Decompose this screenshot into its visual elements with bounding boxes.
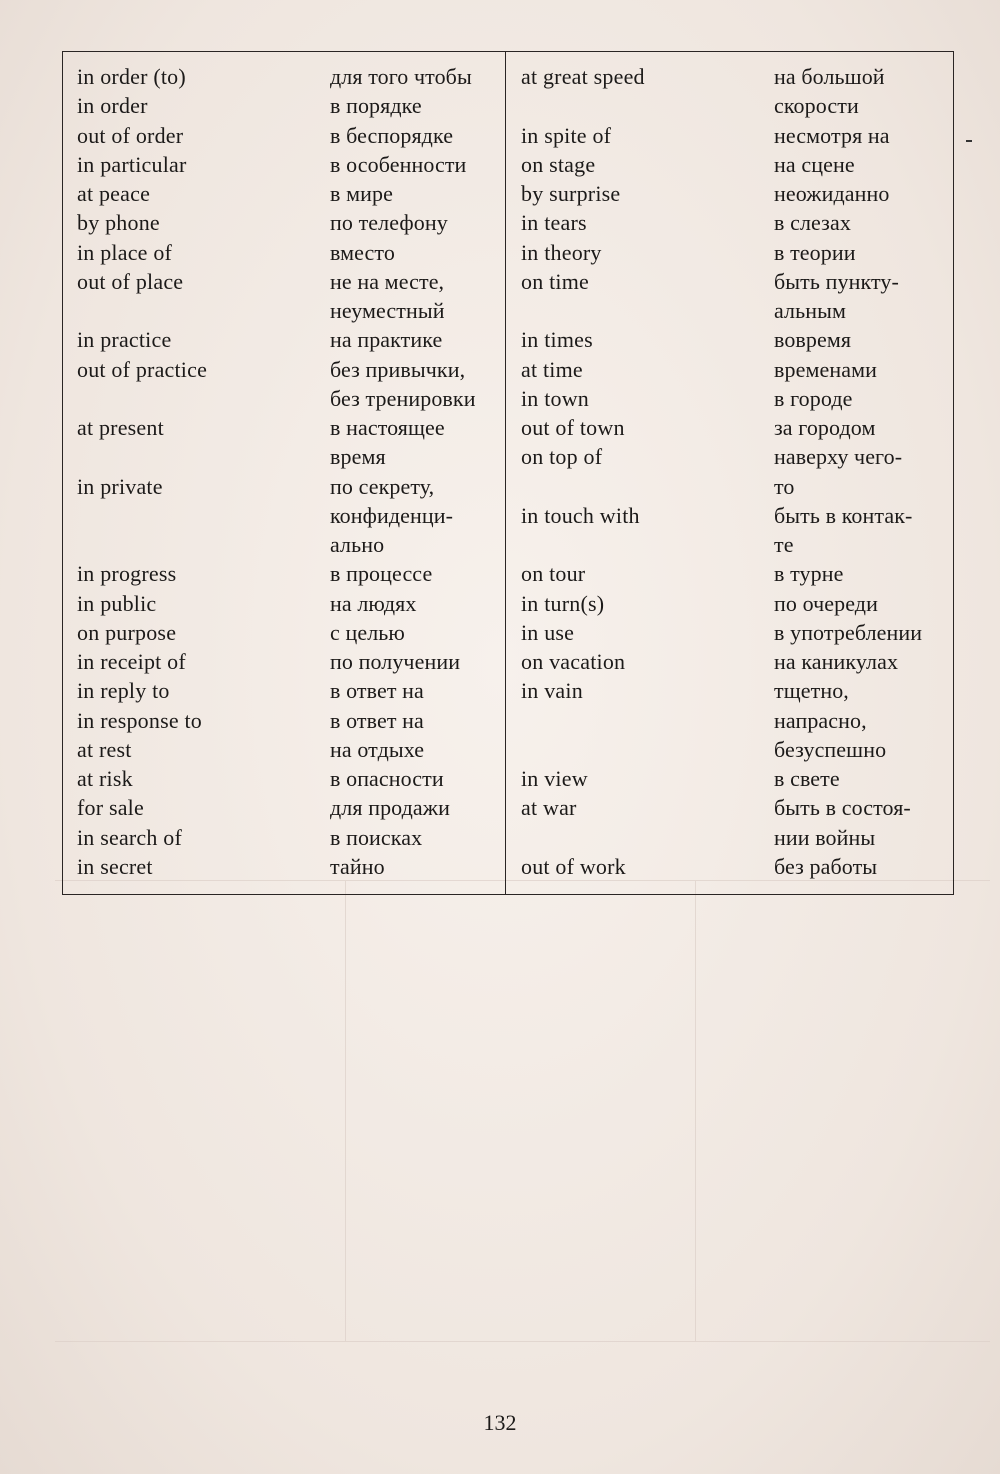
right-phrase-ru: то bbox=[774, 473, 795, 499]
right-phrase-en: in vain bbox=[521, 678, 583, 704]
left-phrase-en: in place of bbox=[77, 239, 173, 265]
left-phrase-ru: с целью bbox=[330, 619, 405, 645]
left-phrase-en: in order (to) bbox=[77, 64, 186, 89]
left-phrase-en: in public bbox=[77, 590, 157, 616]
right-phrase-en: in tears bbox=[521, 210, 587, 236]
right-phrase-ru: в турне bbox=[774, 561, 844, 587]
left-phrase-en: at risk bbox=[77, 766, 133, 791]
right-phrase-ru: альным bbox=[774, 298, 847, 323]
left-phrase-ru: по секрету, bbox=[330, 473, 435, 499]
margin-mark bbox=[966, 140, 972, 142]
left-phrase-ru: на отдыхе bbox=[330, 736, 425, 762]
left-phrase-en: out of place bbox=[77, 268, 184, 294]
left-phrase-ru: по телефону bbox=[330, 210, 448, 236]
right-phrase-en: on vacation bbox=[521, 649, 626, 674]
left-phrase-ru: в мире bbox=[330, 181, 393, 206]
right-phrase-en: in touch with bbox=[521, 502, 640, 528]
right-phrase-en: in turn(s) bbox=[521, 590, 605, 616]
right-phrase-en: at time bbox=[521, 356, 583, 382]
right-phrase-ru: на сцене bbox=[774, 151, 855, 177]
left-phrase-ru: без тренировки bbox=[330, 385, 476, 411]
right-phrase-ru: тщетно, bbox=[774, 678, 849, 704]
right-phrase-ru: те bbox=[774, 532, 794, 557]
right-phrase-en: on stage bbox=[521, 151, 596, 177]
left-phrase-en: in particular bbox=[77, 151, 187, 177]
left-phrase-en: at present bbox=[77, 415, 164, 440]
left-phrase-ru: на практике bbox=[330, 327, 443, 353]
right-phrase-ru: вовремя bbox=[774, 327, 852, 353]
left-phrase-ru: без привычки, bbox=[330, 356, 466, 382]
right-phrase-ru: в теории bbox=[774, 239, 856, 265]
left-phrase-ru: в процессе bbox=[330, 561, 433, 587]
bleed-through-table bbox=[55, 880, 990, 1342]
left-phrase-ru: по получении bbox=[330, 649, 461, 674]
right-phrase-ru: в городе bbox=[774, 385, 853, 411]
right-phrase-ru: скорости bbox=[774, 93, 859, 119]
left-phrase-en: in search of bbox=[77, 824, 183, 850]
left-phrase-ru: вместо bbox=[330, 239, 395, 265]
right-phrase-ru: по очереди bbox=[774, 590, 878, 616]
right-phrase-en: at war bbox=[521, 795, 577, 821]
right-phrase-ru: несмотря на bbox=[774, 122, 890, 148]
left-phrase-en: on purpose bbox=[77, 619, 177, 645]
right-phrase-ru: временами bbox=[774, 356, 877, 382]
left-phrase-ru: в особенности bbox=[330, 151, 467, 177]
right-phrase-ru: за городом bbox=[774, 415, 876, 440]
right-phrase-ru: на каникулах bbox=[774, 649, 899, 674]
left-phrase-ru: в опасности bbox=[330, 766, 444, 791]
right-phrase-en: on time bbox=[521, 268, 590, 294]
right-phrase-ru: быть в состоя- bbox=[774, 795, 911, 821]
left-phrase-en: out of practice bbox=[77, 356, 208, 382]
right-phrase-ru: напрасно, bbox=[774, 707, 867, 733]
right-phrase-ru: безуспешно bbox=[774, 736, 887, 762]
left-phrase-en: in response to bbox=[77, 707, 203, 733]
right-phrase-en: at great speed bbox=[521, 64, 645, 89]
right-phrase-ru: наверху чего- bbox=[774, 444, 903, 470]
right-phrase-ru: в употреблении bbox=[774, 619, 923, 645]
left-phrase-ru: в беспорядке bbox=[330, 122, 454, 148]
right-phrase-en: on top of bbox=[521, 444, 603, 470]
left-phrase-en: in receipt of bbox=[77, 649, 186, 674]
left-phrase-ru: для того чтобы bbox=[330, 64, 472, 89]
left-phrase-ru: для продажи bbox=[330, 795, 450, 821]
left-phrase-ru: тайно bbox=[330, 853, 385, 879]
left-phrase-en: in progress bbox=[77, 561, 177, 587]
left-phrase-en: at peace bbox=[77, 181, 151, 206]
left-phrase-ru: время bbox=[330, 444, 386, 470]
column-divider bbox=[505, 52, 506, 894]
left-phrase-ru: в порядке bbox=[330, 93, 422, 119]
right-phrase-en: on tour bbox=[521, 561, 586, 587]
right-phrase-ru: нии войны bbox=[774, 824, 876, 850]
right-phrase-ru: в свете bbox=[774, 766, 840, 791]
right-phrase-ru: неожиданно bbox=[774, 181, 890, 206]
right-phrase-en: in times bbox=[521, 327, 593, 353]
right-phrase-ru: без работы bbox=[774, 853, 878, 879]
right-phrase-en: by surprise bbox=[521, 181, 621, 206]
left-phrase-ru: в поисках bbox=[330, 824, 423, 850]
left-phrase-en: in secret bbox=[77, 853, 153, 879]
left-phrase-ru: неуместный bbox=[330, 298, 445, 323]
left-phrase-ru: в настоящее bbox=[330, 415, 445, 440]
left-phrase-en: in private bbox=[77, 473, 163, 499]
left-phrase-en: in reply to bbox=[77, 678, 170, 704]
left-phrase-ru: не на месте, bbox=[330, 268, 445, 294]
right-phrase-en: out of town bbox=[521, 415, 625, 440]
left-phrase-en: out of order bbox=[77, 122, 184, 148]
left-phrase-en: in practice bbox=[77, 327, 172, 353]
left-phrase-ru: ально bbox=[330, 532, 385, 557]
left-phrase-ru: конфиденци- bbox=[330, 502, 454, 528]
page-number: 132 bbox=[483, 1410, 517, 1435]
phrase-table bbox=[62, 51, 954, 895]
right-phrase-en: out of work bbox=[521, 853, 626, 879]
left-phrase-en: by phone bbox=[77, 210, 160, 236]
left-phrase-en: for sale bbox=[77, 795, 144, 821]
left-phrase-ru: в ответ на bbox=[330, 678, 424, 704]
right-phrase-ru: в слезах bbox=[774, 210, 851, 236]
left-phrase-en: in order bbox=[77, 93, 148, 119]
right-phrase-ru: на большой bbox=[774, 64, 885, 89]
left-phrase-ru: на людях bbox=[330, 590, 417, 616]
right-phrase-en: in town bbox=[521, 385, 590, 411]
left-phrase-ru: в ответ на bbox=[330, 707, 424, 733]
right-phrase-en: in view bbox=[521, 766, 588, 791]
right-phrase-ru: быть в контак- bbox=[774, 502, 913, 528]
right-phrase-en: in theory bbox=[521, 239, 602, 265]
right-phrase-ru: быть пункту- bbox=[774, 268, 899, 294]
right-phrase-en: in spite of bbox=[521, 122, 612, 148]
right-phrase-en: in use bbox=[521, 619, 575, 645]
left-phrase-en: at rest bbox=[77, 736, 132, 762]
